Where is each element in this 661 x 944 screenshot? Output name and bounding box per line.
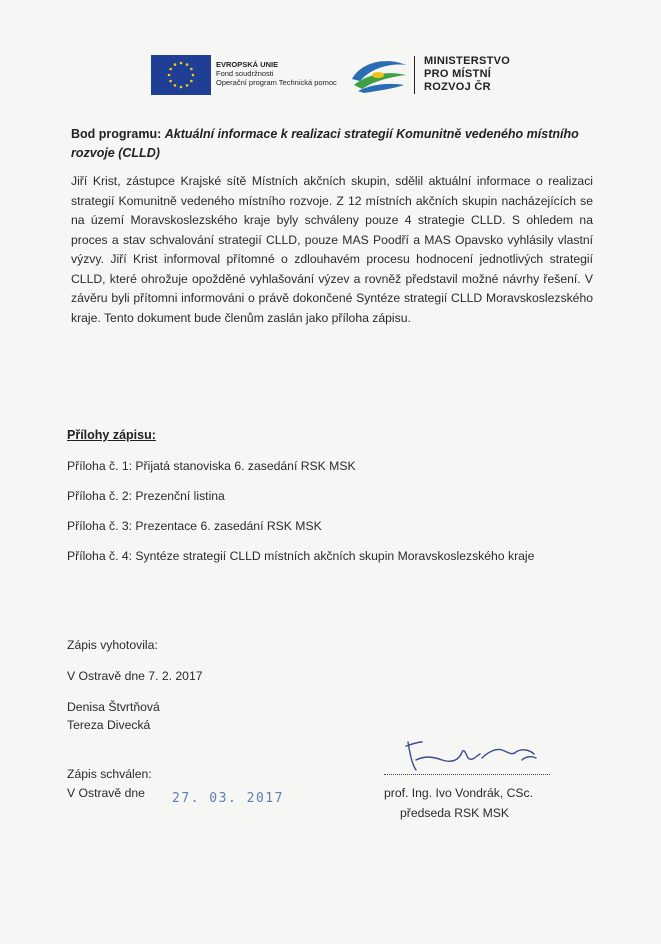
eu-star	[186, 84, 189, 87]
eu-star	[180, 86, 183, 89]
signer-name: prof. Ing. Ivo Vondrák, CSc.	[384, 786, 534, 800]
eu-line: EVROPSKÁ UNIE	[216, 60, 279, 69]
eu-flag-logo	[151, 55, 211, 95]
mmr-logo-text	[424, 55, 510, 94]
attachments-heading: Přílohy zápisu:	[67, 428, 156, 442]
eu-star	[169, 68, 172, 71]
author-name: Denisa Štvrtňová	[67, 700, 160, 714]
attachment-item: Příloha č. 1: Přijatá stanoviska 6. zasedání RSK MSK	[67, 459, 356, 473]
signature-line	[384, 774, 550, 775]
agenda-label: Bod programu:	[71, 127, 162, 141]
logo-divider	[414, 56, 415, 94]
eu-star	[180, 62, 183, 65]
approval-stamp-date: 27. 03. 2017	[172, 791, 284, 806]
approval-place: V Ostravě dne	[67, 786, 145, 800]
mmr-logo-icon	[348, 55, 410, 95]
eu-star	[190, 68, 193, 71]
eu-star	[168, 74, 171, 77]
eu-star	[169, 80, 172, 83]
eu-logo-text	[216, 60, 337, 87]
mmr-line: MINISTERSTVO	[424, 55, 511, 67]
author-name: Tereza Divecká	[67, 718, 151, 732]
eu-star	[174, 84, 177, 87]
prepared-label: Zápis vyhotovila:	[67, 638, 158, 652]
attachment-item: Příloha č. 2: Prezenční listina	[67, 489, 225, 503]
eu-star	[192, 74, 195, 77]
mmr-line: ROZVOJ ČR	[424, 81, 491, 93]
body-paragraph: Jiří Krist, zástupce Krajské sítě Místních akčních skupin, sdělil aktuální informace o realizaci strategií Komunitně vedeného místního rozvoje. Z 12 místních akčních skupin nacházejících se na území Moravskoslezského kraje byly schváleny pouze 4 strategie CLLD. S ohledem na proces a stav schvalování strategií CLLD, pouze MAS Poodří a MAS Opavsko vyhlásily vlastní výzvy. Jiří Krist informoval přítomné o zdlouhavém procesu hodnocení jednotlivých strategií CLLD, které ohrožuje opožděné vyhlašování výzev a rovněž představil možné návrhy řešení. V závěru byli přítomni informováni o právě dokončené Syntéze strategií CLLD Moravskoslezského kraje. Tento dokument bude členům zaslán jako příloha zápisu.	[71, 174, 593, 325]
attachment-item: Příloha č. 4: Syntéze strategií CLLD místních akčních skupin Moravskoslezského kraje	[67, 549, 535, 563]
prepared-place-date: V Ostravě dne 7. 2. 2017	[67, 669, 203, 683]
signer-role: předseda RSK MSK	[400, 806, 510, 820]
eu-star	[174, 63, 177, 66]
mmr-line: PRO MÍSTNÍ	[424, 68, 492, 80]
handwritten-signature	[402, 730, 542, 772]
eu-line: Fond soudržnosti	[216, 69, 274, 78]
attachment-item: Příloha č. 3: Prezentace 6. zasedání RSK MSK	[67, 519, 322, 533]
eu-star	[186, 63, 189, 66]
eu-line: Operační program Technická pomoc	[216, 78, 337, 87]
eu-star	[190, 80, 193, 83]
agenda-heading	[71, 125, 591, 163]
agenda-title: Aktuální informace k realizaci strategií Komunitně vedeného místního rozvoje (CLLD)	[71, 127, 579, 160]
approval-label: Zápis schválen:	[67, 767, 152, 781]
